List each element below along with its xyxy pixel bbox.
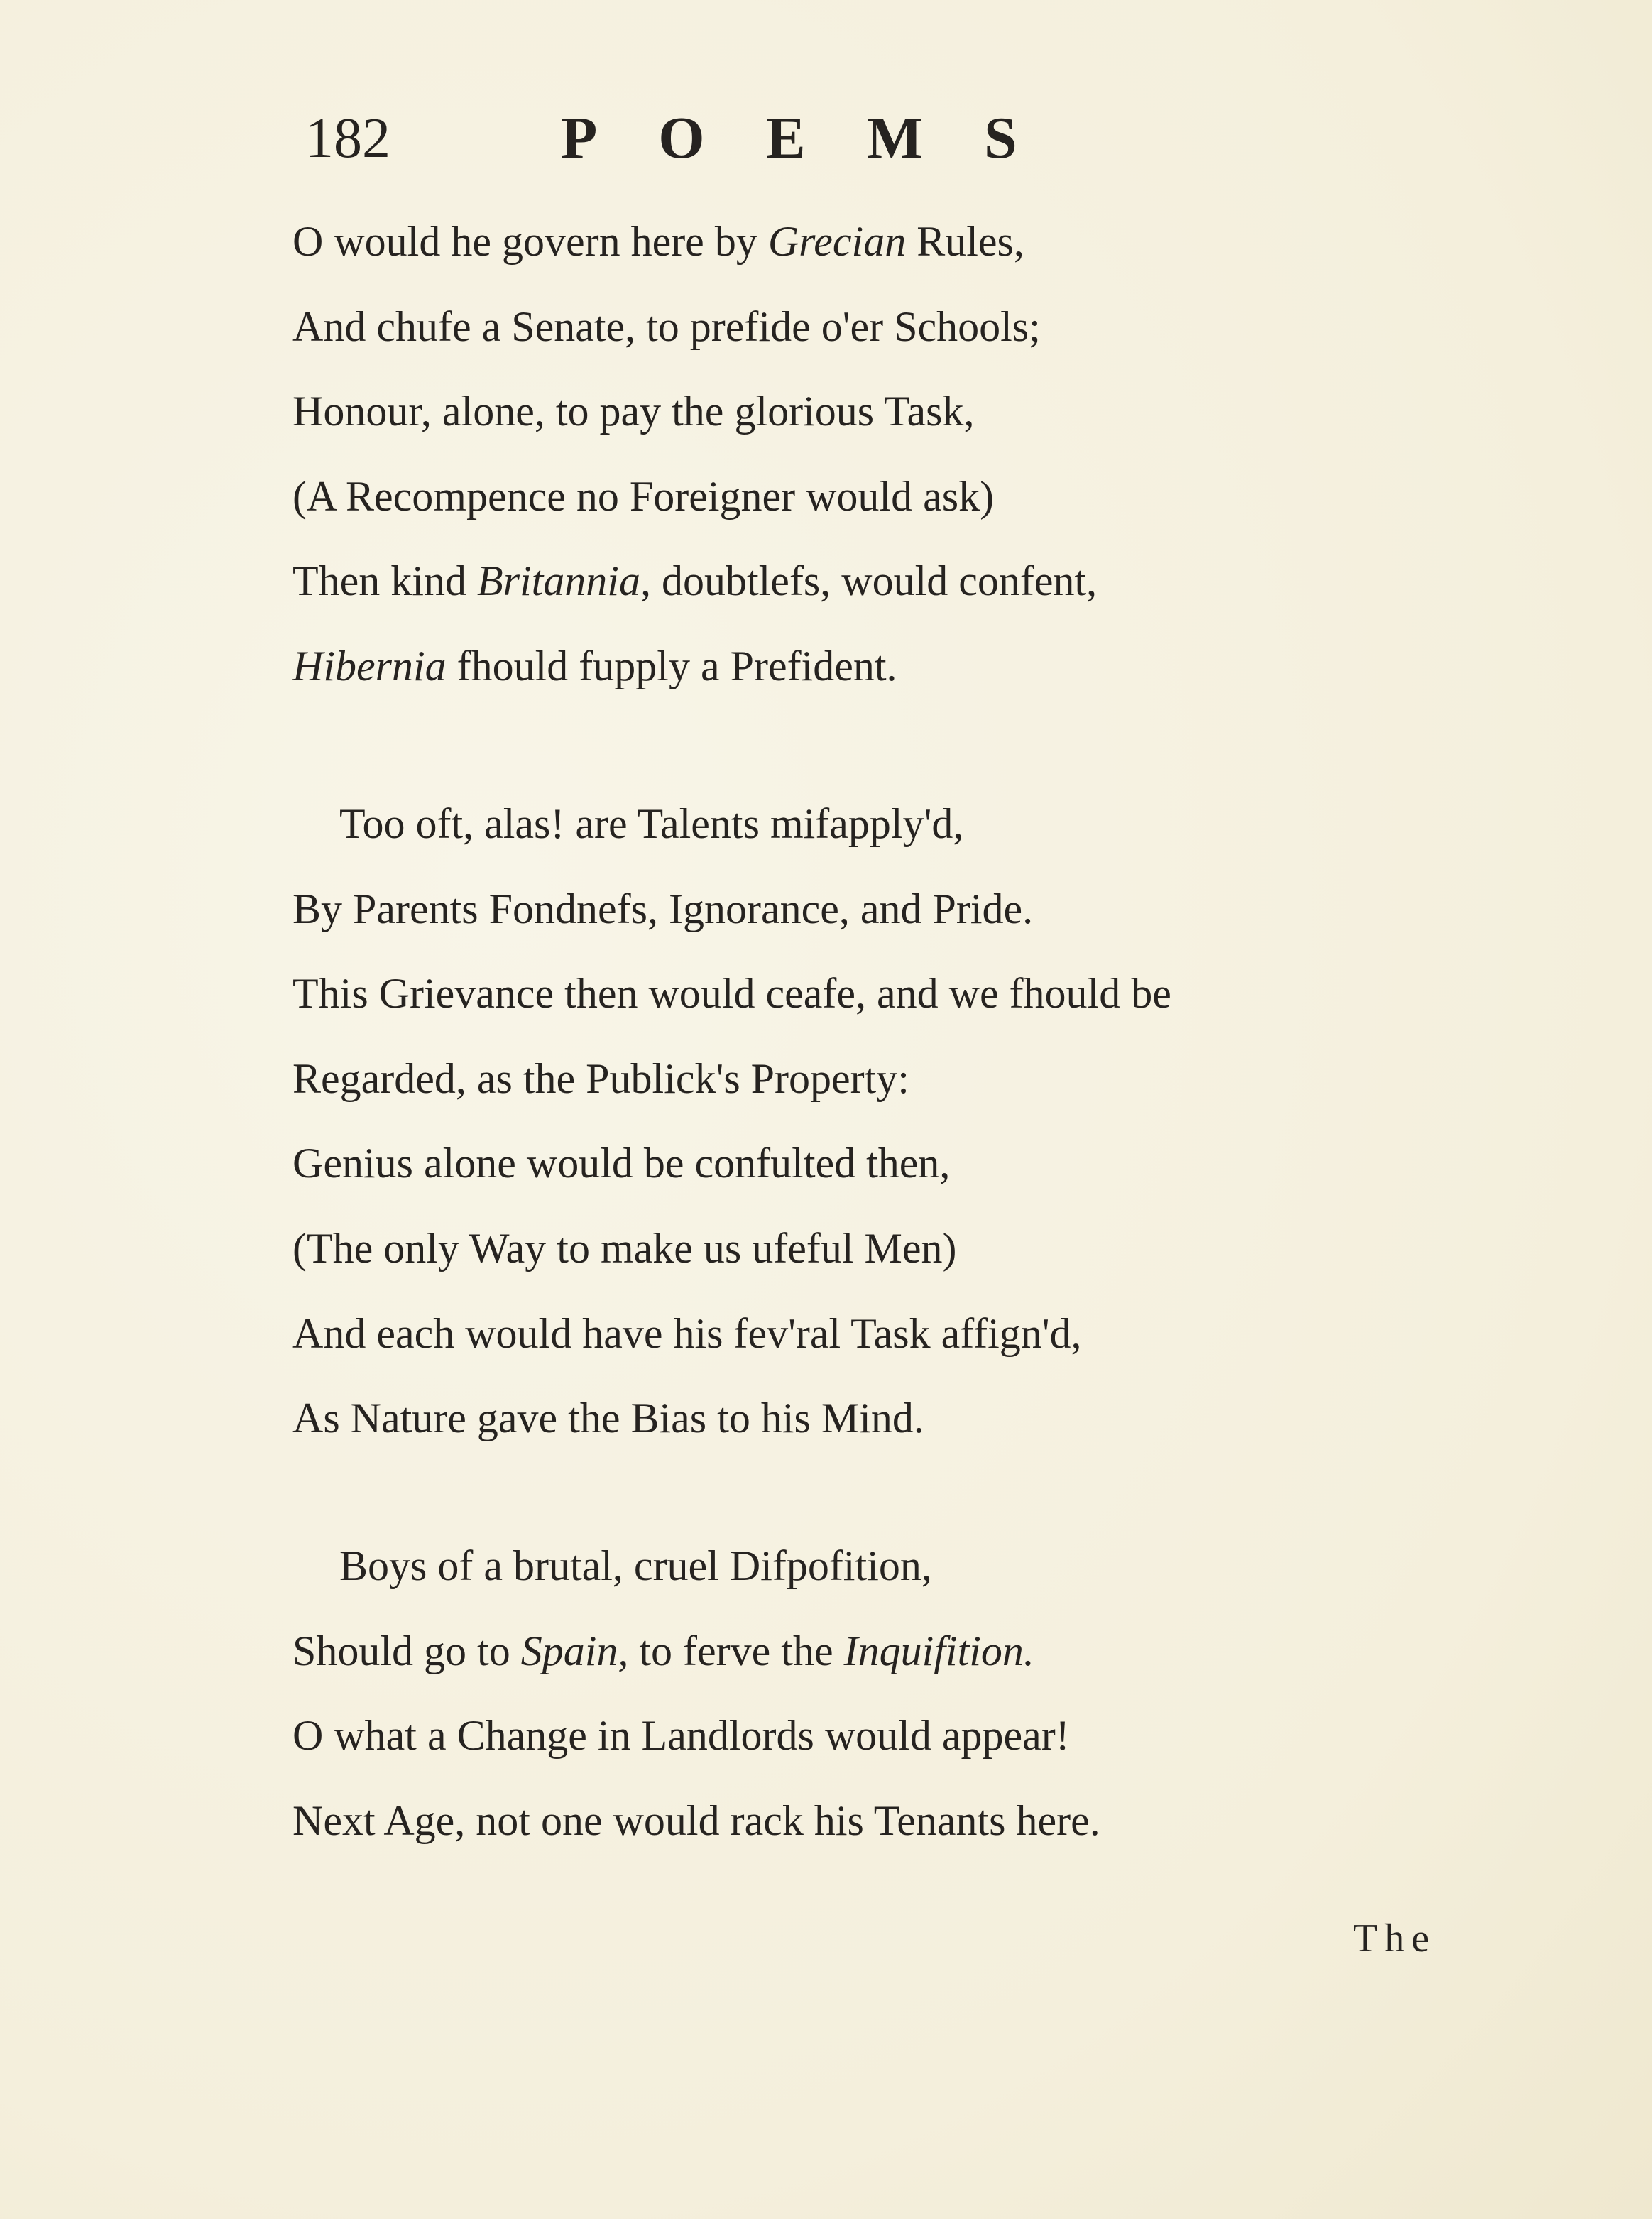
- verse-text: Rules,: [906, 218, 1024, 265]
- verse-line: [292, 468, 994, 525]
- verse-text: Should go to: [292, 1627, 521, 1674]
- verse-line: [292, 1050, 909, 1107]
- verse-line: [292, 1390, 924, 1446]
- italic-text: Hibernia: [292, 643, 447, 689]
- verse-text: As Nature gave the Bias to his Mind.: [292, 1395, 924, 1442]
- verse-text: By Parents Fondnefs, Ignorance, and Pride.: [292, 885, 1034, 932]
- verse-text: fhould fupply a Prefident.: [446, 643, 897, 689]
- verse-text: And each would have his fev'ral Task affign'd,: [292, 1309, 1082, 1357]
- verse-text: O what a Change in Landlords would appear!: [292, 1712, 1070, 1760]
- verse-text: And chufe a Senate, to prefide o'er Schools;: [292, 302, 1041, 350]
- verse-line: [292, 1305, 1082, 1362]
- verse-text: This Grievance then would ceafe, and we fhould be: [292, 970, 1171, 1018]
- verse-line: [292, 880, 1033, 937]
- verse-line: [292, 383, 974, 440]
- verse-line: [339, 1537, 932, 1594]
- verse-line: [292, 1220, 956, 1277]
- verse-text: Next Age, not one would rack his Tenants here.: [292, 1797, 1100, 1844]
- catchword: The: [1353, 1917, 1437, 1961]
- page-number: 182: [305, 107, 390, 170]
- verse-line: [292, 213, 1024, 270]
- italic-text: Inquifition.: [843, 1627, 1034, 1674]
- verse-text: Honour, alone, to pay the glorious Task,: [292, 388, 975, 435]
- verse-text: to ferve the: [628, 1627, 844, 1674]
- verse-text: (The only Way to make us ufeful Men): [292, 1225, 957, 1272]
- verse-text: (A Recompence no Foreigner would ask): [292, 472, 995, 520]
- verse-line: [292, 552, 1097, 609]
- verse-line: [339, 795, 963, 852]
- running-title: POEMS: [561, 105, 1078, 171]
- verse-text: Boys of a brutal, cruel Difpofition,: [339, 1542, 932, 1589]
- verse-text: O would he govern here by: [292, 218, 768, 265]
- verse-line: [292, 1135, 950, 1192]
- italic-text: Britannia,: [476, 557, 651, 605]
- verse-line: [292, 1707, 1070, 1764]
- italic-text: Spain,: [520, 1627, 629, 1674]
- page-header: [305, 99, 1228, 178]
- verse-line: [292, 1792, 1100, 1849]
- verse-text: Genius alone would be confulted then,: [292, 1140, 951, 1187]
- verse-text: Then kind: [292, 557, 477, 605]
- verse-text: doubtlefs, would confent,: [650, 557, 1098, 605]
- italic-text: Grecian: [767, 218, 907, 265]
- verse-line: [292, 1623, 1034, 1679]
- verse-line: [292, 638, 897, 694]
- verse-text: Too oft, alas! are Talents mifapply'd,: [339, 800, 964, 847]
- verse-line: [292, 298, 1041, 355]
- verse-line: [292, 965, 1171, 1022]
- verse-text: Regarded, as the Publick's Property:: [292, 1054, 909, 1102]
